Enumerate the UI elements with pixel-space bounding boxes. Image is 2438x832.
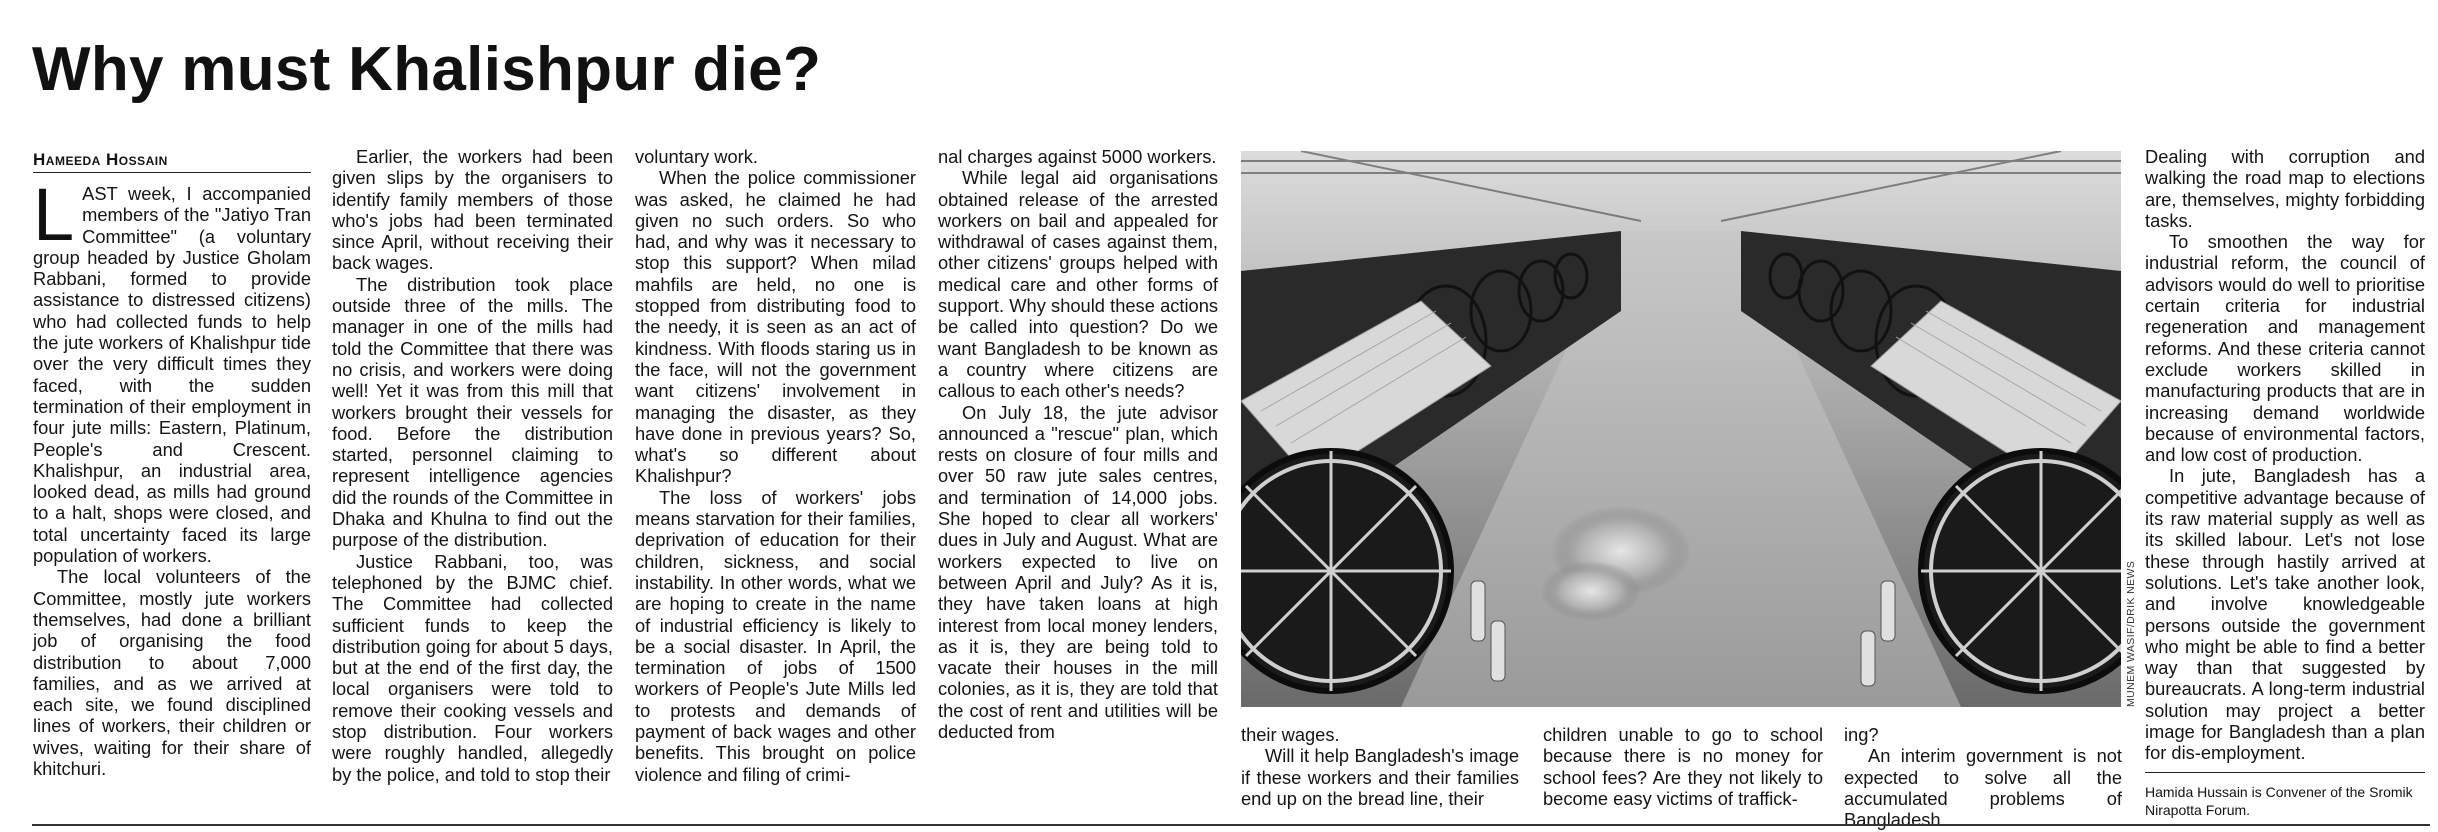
article-paragraph: The distribution took place outside three of the mills. The manager in one of the mills had told the Committee that there was no crisis, and workers were doing well! Yet it was from this mill that workers brought their vessels for food. Before the distribution started, personnel claiming to represent intelligence agencies did the rounds of the Committee in Dhaka and Khulna to find out the purpose of the distribution. xyxy=(332,273,613,551)
article-column-2 xyxy=(332,146,613,785)
article-column-7 xyxy=(1844,724,2122,830)
article-paragraph: On July 18, the jute advisor announced a "rescue" plan, which rests on closure of four mills and over 50 raw jute sales centres, and termination of 14,000 jobs. She hoped to clear all workers' dues in July and August. What are workers expected to live on between April and July? As it is, they have taken loans at high interest from local money lenders, as it is, they are being told to vacate their houses in the mill colonies, as it is, they are told that the cost of rent and utilities will be deducted from xyxy=(938,401,1218,743)
bottom-rule xyxy=(32,824,2430,826)
article-paragraph: The local volunteers of the Committee, mostly jute workers themselves, had done a brilliant job of organising the food distribution to about 7,000 families, and as we arrived at each site, we found disciplined lines of workers, their children or wives, waiting for their share of khitchuri. xyxy=(33,566,311,780)
article-paragraph: Dealing with corruption and walking the road map to elections are, themselves, mighty forbidding tasks. xyxy=(2145,146,2425,231)
article-paragraph: In jute, Bangladesh has a competitive advantage because of its raw material supply as well as its skilled labour. Let's not lose these through hastily arrived at solutions. Let's take another look, and involve knowledgeable persons outside the government who might be able to find a better way than that suggested by bureaucrats. A long-term industrial solution may project a better image for Bangladesh than a plan for dis-employment. xyxy=(2145,465,2425,764)
article-paragraph: Earlier, the workers had been given slips by the organisers to identify family members of those who's jobs had been terminated since April, without receiving their back wages. xyxy=(332,146,613,274)
article-column-4 xyxy=(938,146,1218,742)
headline: Why must Khalishpur die? xyxy=(32,35,822,104)
article-column-8 xyxy=(2145,146,2425,819)
byline: Hameeda Hossain xyxy=(33,150,311,173)
article-paragraph: ing? xyxy=(1844,724,1879,745)
article-column-3 xyxy=(635,146,916,785)
article-column-6 xyxy=(1543,724,1823,809)
paragraph-text: AST week, I accompanied members of the "Jatiyo Tran Committee" (a voluntary group headed by Justice Gholam Rabbani, formed to provide assistance to distressed citizens) who had collected funds to help the jute workers of Khalishpur tide over the very difficult times they faced, with the sudden termination of their employment in four jute mills: Eastern, Platinum, People's and Crescent. Khalishpur, an industrial area, looked dead, as mills had ground to a halt, shops were closed, and total uncertainty faced its large population of workers. xyxy=(33,183,311,567)
article-column-5 xyxy=(1241,724,1519,809)
dropcap: L xyxy=(33,173,75,256)
article-paragraph: The loss of workers' jobs means starvation for their families, deprivation of education for their children, sickness, and social instability. In other words, what we are hoping to create in the name of industrial efficiency is likely to be a social disaster. In April, the termination of jobs of 1500 workers of People's Jute Mills led to protests and demands of payment of back wages and other benefits. This brought on police violence and filing of crimi- xyxy=(635,486,916,785)
article-column-1 xyxy=(33,150,311,779)
article-paragraph: nal charges against 5000 workers. xyxy=(938,146,1217,167)
jute-mill-photo xyxy=(1241,151,2121,707)
article-paragraph xyxy=(33,173,311,567)
article-paragraph: voluntary work. xyxy=(635,146,758,167)
article-paragraph: Will it help Bangladesh's image if these workers and their families end up on the bread line, their xyxy=(1241,745,1519,809)
article-paragraph: When the police commissioner was asked, he claimed he had given no such orders. So who had, and why was it necessary to stop this support? When milad mahfils are held, no one is stopped from distributing food to the needy, it is seen as an act of kindness. With floods staring us in the face, will not the government want citizens' involvement in managing the disaster, as they have done in previous years? So, what's so different about Khalishpur? xyxy=(635,167,916,487)
article-paragraph: children unable to go to school because there is no money for school fees? Are they not likely to become easy victims of traffick- xyxy=(1543,724,1823,809)
article-paragraph: An interim government is not expected to solve all the accumulated problems of Bangladesh. xyxy=(1844,745,2122,831)
article-paragraph: To smoothen the way for industrial reform, the council of advisors would do well to prioritise certain criteria for industrial regeneration and management reforms. And these criteria cannot exclude workers skilled in manufacturing products that are in increasing demand worldwide because of environmental factors, and low cost of production. xyxy=(2145,231,2425,466)
jute-mill-loom-photo-icon xyxy=(1241,151,2121,707)
article-paragraph: Justice Rabbani, too, was telephoned by the BJMC chief. The Committee had collected sufficient funds to keep the distribution going for about 5 days, but at the end of the first day, the local organisers were told to remove their cooking vessels and stop distribution. Four workers were roughly handled, allegedly by the police, and told to stop their xyxy=(332,550,613,785)
article-paragraph: While legal aid organisations obtained release of the arrested workers on bail and appealed for withdrawal of cases against them, other citizens' groups helped with medical care and other forms of support. Why should these actions be called into question? Do we want Bangladesh to be known as a country where citizens are callous to each other's needs? xyxy=(938,167,1218,402)
photo-credit: MUNEM WASIF/DRIK NEWS xyxy=(2125,560,2137,707)
article-paragraph: their wages. xyxy=(1241,724,1340,745)
author-bio: Hamida Hussain is Convener of the Sromik Nirapotta Forum. xyxy=(2145,772,2425,819)
